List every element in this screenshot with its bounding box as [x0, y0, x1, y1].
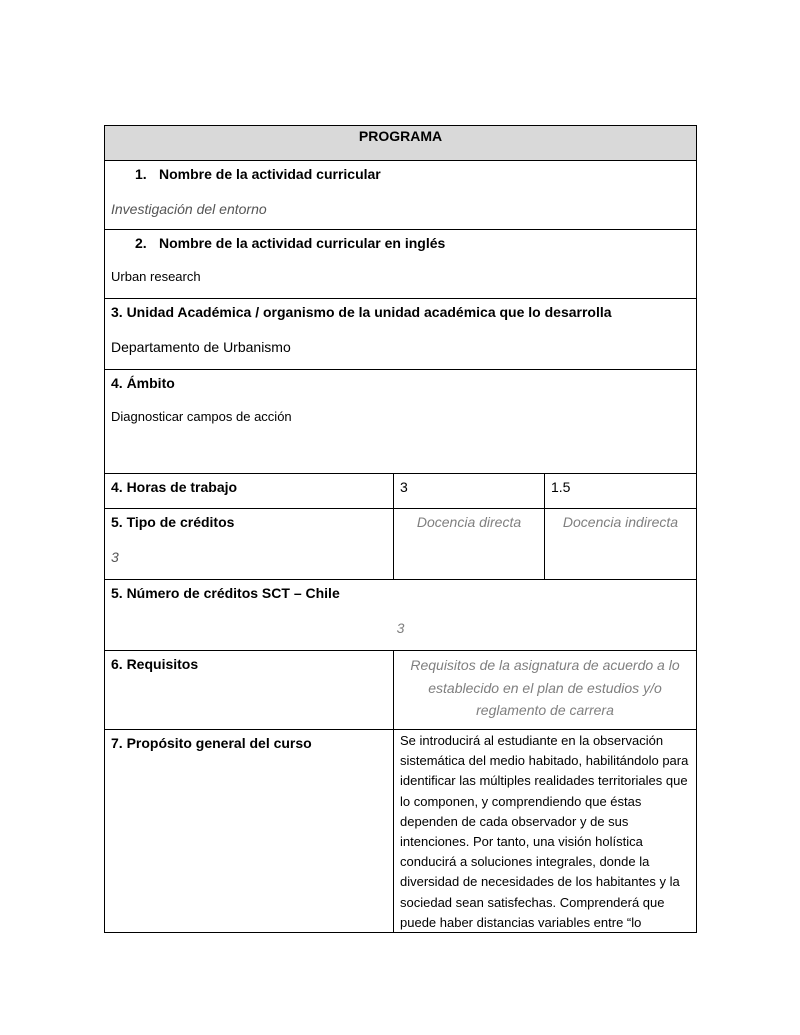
section-4-value: Diagnosticar campos de acción	[111, 409, 292, 424]
section-1-title: 1. Nombre de la actividad curricular	[135, 166, 381, 182]
sct-row	[105, 580, 697, 651]
program-header: PROGRAMA	[105, 126, 697, 161]
section-2-value: Urban research	[111, 269, 201, 284]
direct-teaching-label: Docencia directa	[416, 514, 522, 530]
credits-type-row	[105, 509, 697, 580]
program-table	[104, 125, 697, 933]
section-3-row	[105, 299, 697, 370]
section-3-value: Departamento de Urbanismo	[111, 339, 291, 355]
requisitos-title: 6. Requisitos	[111, 656, 199, 672]
header-row	[105, 126, 697, 161]
section-1-row	[105, 161, 697, 230]
hours-indirect: 1.5	[551, 479, 571, 495]
hours-title: 4. Horas de trabajo	[111, 479, 238, 495]
section-2-title: 2. Nombre de la actividad curricular en inglés	[135, 235, 446, 251]
hours-direct: 3	[400, 479, 408, 495]
indirect-teaching-label: Docencia indirecta	[562, 514, 679, 530]
requisitos-value: Requisitos de la asignatura de acuerdo a lo establecido en el plan de estudios y/o reglamento de carrera	[410, 657, 680, 718]
sct-value: 3	[396, 620, 405, 636]
section-4-row	[105, 370, 697, 474]
section-2-row	[105, 230, 697, 299]
sct-title: 5. Número de créditos SCT – Chile	[111, 585, 340, 601]
section-3-title: 3. Unidad Académica / organismo de la unidad académica que lo desarrolla	[111, 304, 612, 320]
hours-row	[105, 474, 697, 509]
proposito-value: Se introducirá al estudiante en la observación sistemática del medio habitado, habilitándolo para identificar las múltiples realidades territoriales que lo componen, y comprendiendo que éstas dependen de cada observador y de sus intenciones. Por tanto, una visión holística conducirá a soluciones integrales, donde la diversidad de necesidades de los habitantes y la sociedad sean satisfechas. Comprenderá que puede haber distancias variables entre “lo	[400, 733, 689, 930]
credits-type-value: 3	[111, 549, 119, 565]
proposito-title: 7. Propósito general del curso	[111, 735, 312, 751]
section-4-title: 4. Ámbito	[111, 375, 175, 391]
section-1-value: Investigación del entorno	[111, 201, 267, 217]
proposito-row	[105, 730, 697, 933]
credits-type-title: 5. Tipo de créditos	[111, 514, 235, 530]
requisitos-row	[105, 651, 697, 730]
